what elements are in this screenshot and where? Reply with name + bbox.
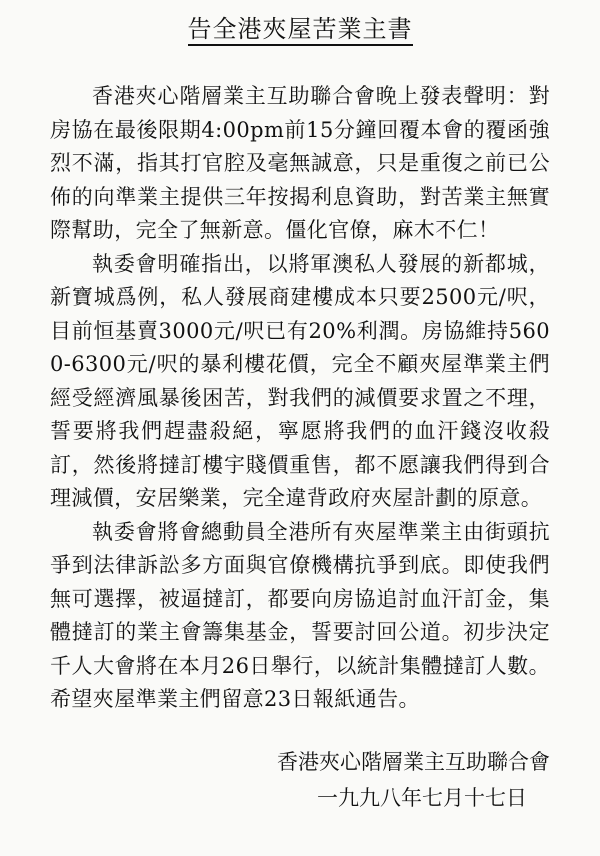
signature-organization: 香港夾心階層業主互助聯合會 bbox=[277, 750, 550, 774]
paragraph-action: 執委會將會總動員全港所有夾屋準業主由街頭抗爭到法律訴訟多方面與官僚機構抗爭到底。即使我們無可選擇，被逼撻訂，都要向房協追討血汗訂金，集體撻訂的業主會籌集基金，誓要討回公道。初步決定千人大會將在本月26日舉行，以統計集體撻訂人數。希望夾屋準業主們留意23日報紙通告。 bbox=[50, 519, 550, 711]
paragraph-statement: 香港夾心階層業主互助聯合會晚上發表聲明：對房協在最後限期4:00pm前15分鐘回覆本會的覆函強烈不滿，指其打官腔及毫無誠意，只是重復之前已公佈的向準業主提供三年按揭利息資助，對苦業主無實際幫助，完全了無新意。僵化官僚，麻木不仁！ bbox=[50, 84, 550, 242]
document-title-text: 告全港夾屋苦業主書 bbox=[188, 15, 413, 46]
document-title bbox=[0, 14, 600, 44]
signature-date: 一九九八年七月十七日 bbox=[317, 786, 527, 810]
document-body bbox=[50, 80, 550, 717]
paragraph-pricing: 執委會明確指出，以將軍澳私人發展的新都城，新寶城爲例，私人發展商建樓成本只要2500元/呎，目前恒基賣3000元/呎已有20%利潤。房協維持5600-6300元/呎的暴利樓花價，完全不顧夾屋準業主們經受經濟風暴後困苦，對我們的減價要求置之不理，誓要將我們趕盡殺絕，寧愿將我們的血汗錢沒收殺訂，然後將撻訂樓宇賤價重售，都不愿讓我們得到合理減價，安居樂業，完全違背政府夾屋計劃的原意。 bbox=[50, 251, 550, 510]
signature-block bbox=[277, 744, 550, 816]
